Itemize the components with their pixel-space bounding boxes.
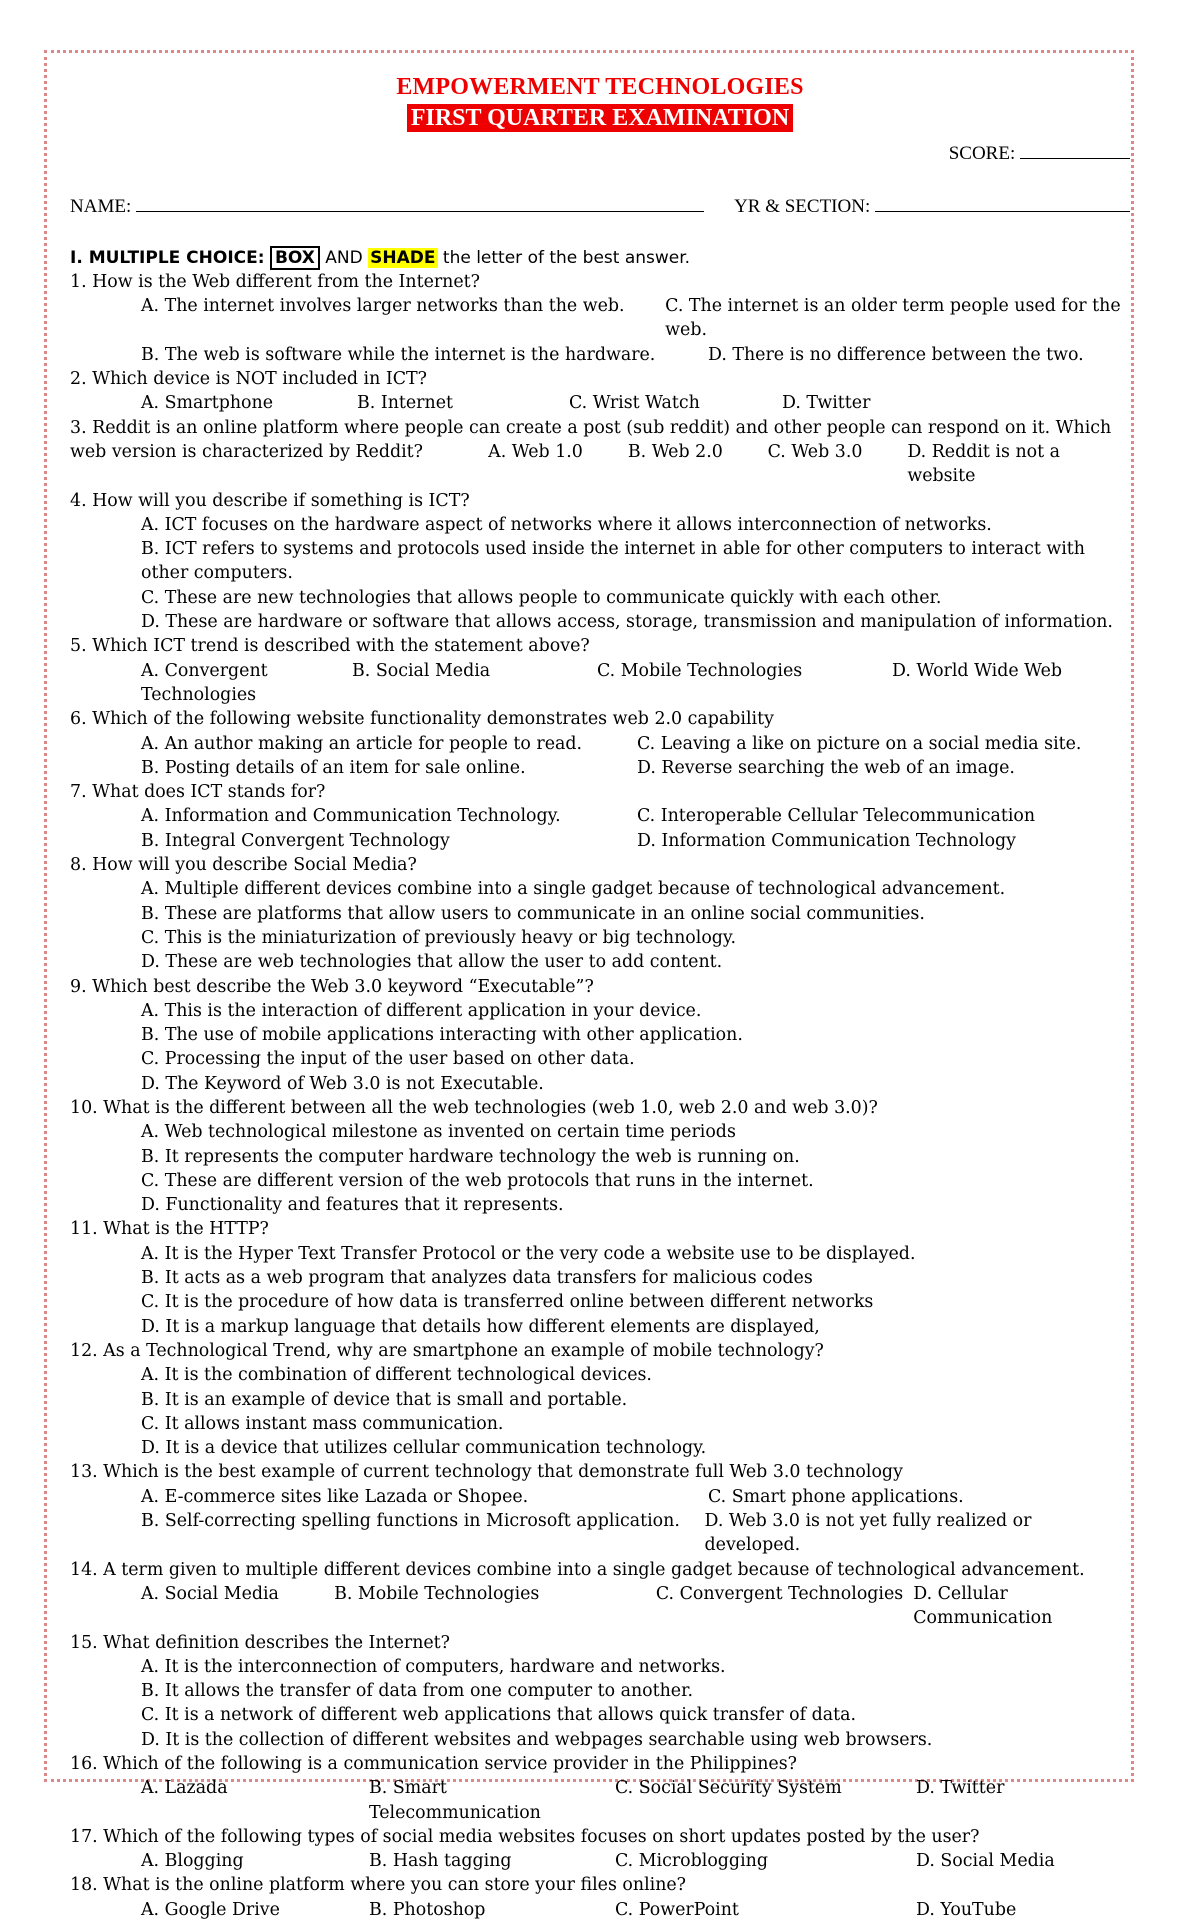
answer-option[interactable]: C. It is the procedure of how data is transferred online between different networks	[141, 1292, 874, 1313]
option-row	[70, 343, 1130, 367]
question-item	[70, 1460, 1130, 1557]
section-blank[interactable]	[875, 197, 1130, 212]
question-item	[70, 270, 1130, 367]
option-row	[70, 1485, 1130, 1509]
option-row	[70, 756, 1130, 780]
question-text: 17. Which of the following types of social media websites focuses on short updates posted by the user?	[70, 1826, 980, 1847]
question-item	[70, 1339, 1130, 1460]
answer-option[interactable]: B. These are platforms that allow users to communicate in an online social communities.	[141, 903, 925, 924]
answer-option[interactable]: B. Internet	[357, 393, 453, 414]
score-label: SCORE:	[948, 143, 1016, 165]
answer-option[interactable]: A. Web technological milestone as invented on certain time periods	[141, 1122, 736, 1143]
question-item	[70, 367, 1130, 416]
answer-option[interactable]: C. Social Security System	[615, 1778, 842, 1799]
answer-option[interactable]: B. Web 2.0	[627, 441, 723, 462]
question-item	[70, 1631, 1130, 1752]
option-row	[70, 732, 1130, 756]
answer-option[interactable]: C. Leaving a like on picture on a social media site.	[637, 733, 1082, 754]
question-text: 18. What is the online platform where you can store your files online?	[70, 1875, 687, 1896]
question-item	[70, 975, 1130, 1096]
answer-option[interactable]: C. PowerPoint	[615, 1899, 739, 1920]
question-text: 13. Which is the best example of current technology that demonstrate full Web 3.0 technology	[70, 1462, 903, 1483]
answer-option[interactable]: D. Reverse searching the web of an image.	[637, 757, 1015, 778]
question-text: 10. What is the different between all the web technologies (web 1.0, web 2.0 and web 3.0)?	[70, 1097, 878, 1118]
answer-option[interactable]: C. It is a network of different web applications that allows quick transfer of data.	[141, 1705, 856, 1726]
question-item	[70, 1825, 1130, 1874]
answer-option[interactable]: A. The internet involves larger networks than the web.	[141, 296, 625, 317]
question-item	[70, 853, 1130, 974]
answer-option[interactable]: D. These are web technologies that allow the user to add content.	[141, 952, 723, 973]
name-row	[70, 195, 1130, 219]
answer-option[interactable]: B. It is an example of device that is small and portable.	[141, 1389, 628, 1410]
question-item	[70, 416, 1130, 489]
answer-option[interactable]: A. Convergent Technologies	[141, 660, 268, 705]
answer-option[interactable]: D. YouTube	[916, 1899, 1017, 1920]
exam-sheet	[70, 72, 1130, 1922]
option-row	[70, 804, 1130, 828]
answer-option[interactable]: A. E-commerce sites like Lazada or Shopee.	[141, 1486, 529, 1507]
answer-option[interactable]: A. Web 1.0	[488, 441, 583, 462]
score-row	[70, 142, 1130, 166]
question-text: 12. As a Technological Trend, why are smartphone an example of mobile technology?	[70, 1340, 824, 1361]
answer-option[interactable]: D. Web 3.0 is not yet fully realized or developed.	[704, 1511, 1032, 1556]
answer-option[interactable]: C. Wrist Watch	[569, 393, 700, 414]
question-text: 16. Which of the following is a communication service provider in the Philippines?	[70, 1754, 797, 1774]
answer-option[interactable]: C. This is the miniaturization of previously heavy or big technology.	[141, 927, 736, 948]
box-word: BOX	[270, 246, 320, 270]
answer-option[interactable]: D. The Keyword of Web 3.0 is not Executable.	[141, 1073, 544, 1094]
answer-option[interactable]: A. An author making an article for people to read.	[141, 733, 583, 754]
answer-option[interactable]: D. Twitter	[782, 393, 871, 414]
answer-option[interactable]: A. It is the Hyper Text Transfer Protocol or the very code a website use to be displayed.	[141, 1243, 916, 1264]
answer-option[interactable]: D. Twitter	[916, 1778, 1005, 1799]
question-text: 7. What does ICT stands for?	[70, 782, 326, 803]
answer-option[interactable]: A. It is the interconnection of computers, hardware and networks.	[141, 1656, 726, 1677]
option-row	[70, 829, 1130, 853]
question-item	[70, 1752, 1130, 1825]
answer-option[interactable]: B. The web is software while the internet is the hardware.	[141, 344, 656, 365]
question-text-continued: web version is characterized by Reddit?	[70, 441, 423, 462]
option-row	[70, 1582, 1130, 1631]
answer-option[interactable]: A. ICT focuses on the hardware aspect of networks where it allows interconnection of networks.	[141, 514, 992, 535]
answer-option[interactable]: C. These are different version of the web protocols that runs in the internet.	[141, 1170, 814, 1191]
answer-option[interactable]: C. Convergent Technologies	[655, 1583, 904, 1604]
answer-option[interactable]: D. It is the collection of different websites and webpages searchable using web browsers.	[141, 1729, 933, 1750]
question-item	[70, 1096, 1130, 1217]
instructions: I. MULTIPLE CHOICE: BOX AND SHADE the letter of the best answer.	[70, 247, 691, 268]
answer-option[interactable]: B. Social Media	[352, 660, 491, 681]
question-text: 2. Which device is NOT included in ICT?	[70, 369, 427, 390]
question-item	[70, 707, 1130, 780]
answer-option[interactable]: D. Information Communication Technology	[637, 830, 1016, 851]
question-text: 11. What is the HTTP?	[70, 1219, 269, 1240]
option-row	[70, 659, 1130, 708]
answer-option[interactable]: C. Interoperable Cellular Telecommunication	[637, 806, 1036, 827]
answer-option[interactable]: B. It represents the computer hardware technology the web is running on.	[141, 1146, 800, 1167]
option-row	[70, 391, 1130, 415]
answer-option[interactable]: B. Smart Telecommunication	[369, 1778, 541, 1823]
answer-option[interactable]: D. It is a device that utilizes cellular communication technology.	[141, 1438, 707, 1459]
option-row	[70, 294, 1130, 343]
question-text: 8. How will you describe Social Media?	[70, 855, 417, 876]
answer-option[interactable]: A. Smartphone	[141, 393, 273, 414]
answer-option[interactable]: B. Self-correcting spelling functions in Microsoft application.	[141, 1511, 680, 1532]
answer-option[interactable]: C. Microblogging	[615, 1851, 768, 1872]
answer-option[interactable]: C. Smart phone applications.	[708, 1486, 964, 1507]
answer-option[interactable]: D. Cellular Communication	[913, 1583, 1053, 1629]
shade-word: SHADE	[370, 247, 436, 268]
answer-option[interactable]: C. The internet is an older term people used for the web.	[665, 296, 1121, 341]
exam-title: EMPOWERMENT TECHNOLOGIES	[396, 74, 804, 100]
answer-option[interactable]: B. The use of mobile applications interacting with other application.	[141, 1025, 743, 1046]
answer-option[interactable]: A. Google Drive	[141, 1899, 280, 1920]
exam-subtitle: FIRST QUARTER EXAMINATION	[407, 104, 793, 132]
answer-option[interactable]: A. Lazada	[141, 1778, 228, 1799]
question-item	[70, 634, 1130, 707]
answer-option[interactable]: B. ICT refers to systems and protocols used inside the internet in able for other computers to interact with other computers.	[141, 539, 1085, 584]
option-row	[70, 1509, 1130, 1558]
name-label: NAME:	[70, 195, 132, 217]
answer-option[interactable]: B. Posting details of an item for sale online.	[141, 757, 526, 778]
question-text: 15. What definition describes the Internet?	[70, 1632, 450, 1653]
answer-option[interactable]: D. There is no difference between the two.	[708, 344, 1084, 365]
question-item	[70, 1217, 1130, 1338]
answer-option[interactable]: D. Social Media	[916, 1851, 1055, 1872]
answer-option[interactable]: D. World Wide Web	[892, 660, 1063, 681]
answer-option[interactable]: B. It allows the transfer of data from one computer to another.	[141, 1681, 694, 1702]
question-text: 14. A term given to multiple different devices combine into a single gadget because of technological advancement.	[70, 1559, 1085, 1580]
answer-option[interactable]: C. Web 3.0	[767, 441, 863, 462]
score-blank[interactable]	[1020, 144, 1130, 159]
answer-option[interactable]: B. Hash tagging	[369, 1851, 512, 1872]
question-text: 1. How is the Web different from the Internet?	[70, 271, 480, 292]
answer-option[interactable]: C. Processing the input of the user based on other data.	[141, 1049, 635, 1070]
answer-option[interactable]: D. Functionality and features that it represents.	[141, 1195, 564, 1216]
option-row	[70, 1849, 1130, 1873]
answer-option[interactable]: D. Reddit is not a website	[907, 441, 1061, 487]
answer-option[interactable]: C. It allows instant mass communication.	[141, 1413, 504, 1434]
answer-option[interactable]: B. It acts as a web program that analyzes data transfers for malicious codes	[141, 1268, 813, 1289]
answer-option[interactable]: D. It is a markup language that details how different elements are displayed,	[141, 1316, 820, 1337]
name-blank[interactable]	[136, 197, 704, 212]
question-item	[70, 1873, 1130, 1922]
answer-option[interactable]: D. These are hardware or software that allows access, storage, transmission and manipulation of information.	[141, 612, 1113, 633]
answer-option[interactable]: B. Integral Convergent Technology	[141, 830, 450, 851]
answer-option[interactable]: B. Photoshop	[369, 1899, 486, 1920]
option-row	[70, 1898, 1130, 1922]
question-text: 9. Which best describe the Web 3.0 keyword “Executable”?	[70, 976, 594, 997]
question-text: 6. Which of the following website functionality demonstrates web 2.0 capability	[70, 709, 774, 730]
part-label: I. MULTIPLE CHOICE:	[70, 247, 265, 268]
answer-option[interactable]: C. Mobile Technologies	[597, 660, 803, 681]
question-text: 4. How will you describe if something is ICT?	[70, 490, 470, 511]
answer-option[interactable]: A. It is the combination of different technological devices.	[141, 1365, 652, 1386]
question-item	[70, 780, 1130, 853]
option-row	[70, 1776, 1130, 1825]
answer-option[interactable]: B. Mobile Technologies	[334, 1583, 540, 1604]
question-text: 5. Which ICT trend is described with the statement above?	[70, 636, 590, 657]
section-label: YR & SECTION:	[734, 195, 871, 217]
answer-option[interactable]: A. Information and Communication Technology.	[141, 806, 561, 827]
question-item	[70, 489, 1130, 635]
answer-option[interactable]: A. Blogging	[141, 1851, 244, 1872]
answer-option[interactable]: A. Multiple different devices combine into a single gadget because of technological advancement.	[141, 879, 1006, 900]
answer-option[interactable]: A. Social Media	[141, 1583, 279, 1604]
answer-option[interactable]: C. These are new technologies that allows people to communicate quickly with each other.	[141, 587, 942, 608]
question-list	[70, 270, 1130, 1922]
question-text: 3. Reddit is an online platform where people can create a post (sub reddit) and other people can respond on it. Which	[70, 417, 1112, 438]
question-item	[70, 1558, 1130, 1631]
answer-option[interactable]: A. This is the interaction of different application in your device.	[141, 1000, 702, 1021]
